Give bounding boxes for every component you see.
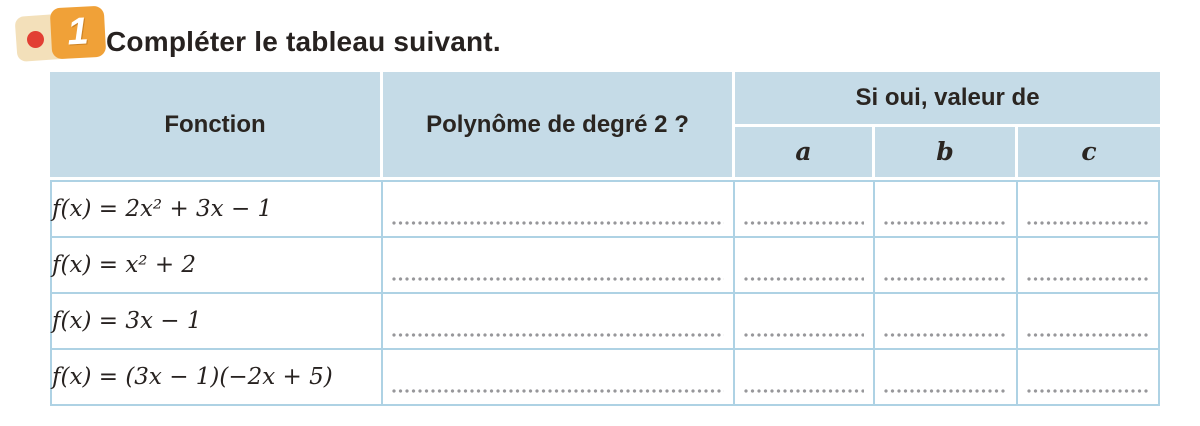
dotted-line	[1027, 333, 1149, 337]
header-a: a	[735, 127, 875, 181]
dotted-line	[392, 277, 724, 281]
table-row	[50, 238, 1160, 294]
dotted-line	[1027, 277, 1149, 281]
dotted-line	[1027, 389, 1149, 393]
table-row	[50, 180, 1160, 238]
dotted-line	[744, 221, 864, 225]
answer-blank-degree	[383, 238, 735, 294]
dotted-line	[744, 389, 864, 393]
function-cell: f(x) = x² + 2	[50, 238, 383, 294]
dotted-line	[392, 333, 724, 337]
dotted-line	[1027, 221, 1149, 225]
answer-blank-a	[735, 180, 875, 238]
dotted-line	[744, 333, 864, 337]
table-header	[50, 72, 1160, 180]
answer-blank-b	[875, 350, 1018, 406]
answer-blank-b	[875, 238, 1018, 294]
answer-blank-degree	[383, 180, 735, 238]
header-si-oui-valeur-de: Si oui, valeur de	[735, 72, 1160, 127]
answer-blank-c	[1018, 350, 1160, 406]
dotted-line	[884, 277, 1007, 281]
header-fonction: Fonction	[50, 72, 383, 180]
function-cell: f(x) = (3x − 1)(−2x + 5)	[50, 350, 383, 406]
answer-blank-degree	[383, 350, 735, 406]
function-cell: f(x) = 3x − 1	[50, 294, 383, 350]
exercise-badge	[14, 6, 108, 64]
header-polynome: Polynôme de degré 2 ?	[383, 72, 735, 180]
answer-blank-b	[875, 180, 1018, 238]
answer-blank-a	[735, 238, 875, 294]
answer-blank-b	[875, 294, 1018, 350]
dotted-line	[392, 389, 724, 393]
header-c: c	[1018, 127, 1160, 181]
answer-blank-degree	[383, 294, 735, 350]
dotted-line	[392, 221, 724, 225]
exercise-table	[50, 72, 1160, 406]
answer-blank-a	[735, 294, 875, 350]
table-body	[50, 180, 1160, 406]
header-b: b	[875, 127, 1018, 181]
answer-blank-c	[1018, 238, 1160, 294]
dotted-line	[884, 333, 1007, 337]
answer-blank-c	[1018, 180, 1160, 238]
exercise-number: 1	[50, 6, 107, 60]
dotted-line	[744, 277, 864, 281]
dotted-line	[884, 221, 1007, 225]
bullet-dot-icon	[27, 31, 44, 48]
dotted-line	[884, 389, 1007, 393]
function-cell: f(x) = 2x² + 3x − 1	[50, 180, 383, 238]
answer-blank-c	[1018, 294, 1160, 350]
answer-blank-a	[735, 350, 875, 406]
exercise-instruction: Compléter le tableau suivant.	[106, 26, 501, 57]
table-row	[50, 294, 1160, 350]
table-row	[50, 350, 1160, 406]
